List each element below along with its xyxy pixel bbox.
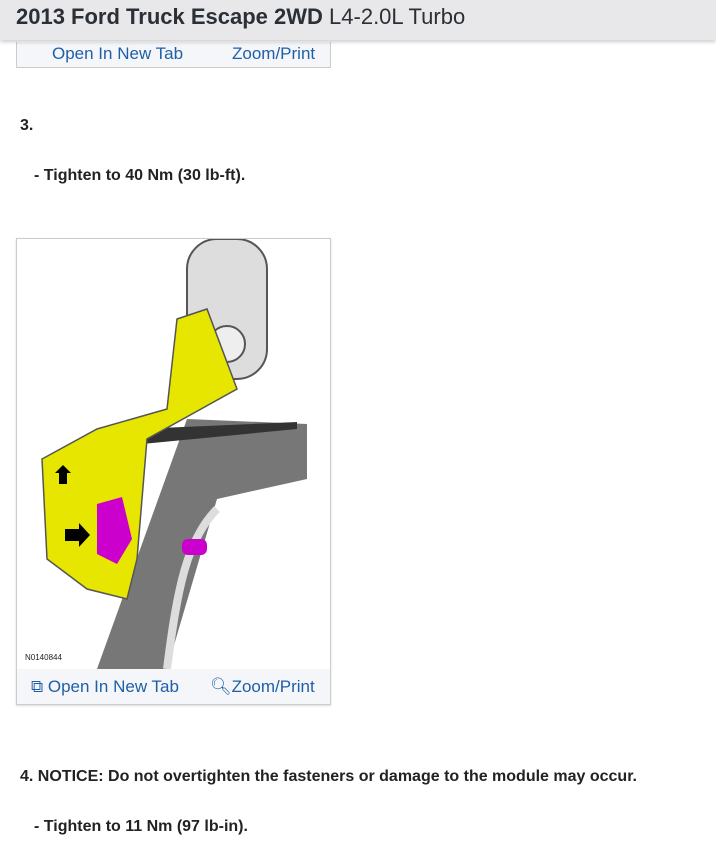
open-new-tab-icon: ⧉ — [31, 677, 44, 696]
step-notice: 4. NOTICE: Do not overtighten the fasteners or damage to the module may occur. — [20, 768, 637, 785]
figure-illustration — [17, 239, 330, 669]
open-new-tab-link[interactable]: ⧉ Open In New Tab — [31, 677, 179, 696]
vehicle-title: 2013 Ford Truck Escape 2WD — [16, 4, 323, 29]
previous-figure-card — [16, 42, 331, 68]
page-header — [0, 0, 716, 40]
step-number: 3. — [20, 117, 34, 134]
figure-card — [16, 238, 331, 705]
figure-links — [17, 669, 330, 704]
step-instruction: - Tighten to 40 Nm (30 lb-ft). — [34, 167, 246, 184]
zoom-in-icon: 🔍︎ — [210, 677, 232, 696]
zoom-print-link[interactable]: 🔍︎Zoom/Print — [210, 677, 315, 696]
open-new-tab-link[interactable]: Open In New Tab — [52, 44, 184, 63]
zoom-print-link[interactable]: Zoom/Print — [232, 44, 316, 63]
engine-title: L4-2.0L Turbo — [329, 4, 466, 29]
step-instruction: - Tighten to 11 Nm (97 lb-in). — [34, 818, 248, 835]
figure-id: N0140844 — [25, 653, 62, 662]
